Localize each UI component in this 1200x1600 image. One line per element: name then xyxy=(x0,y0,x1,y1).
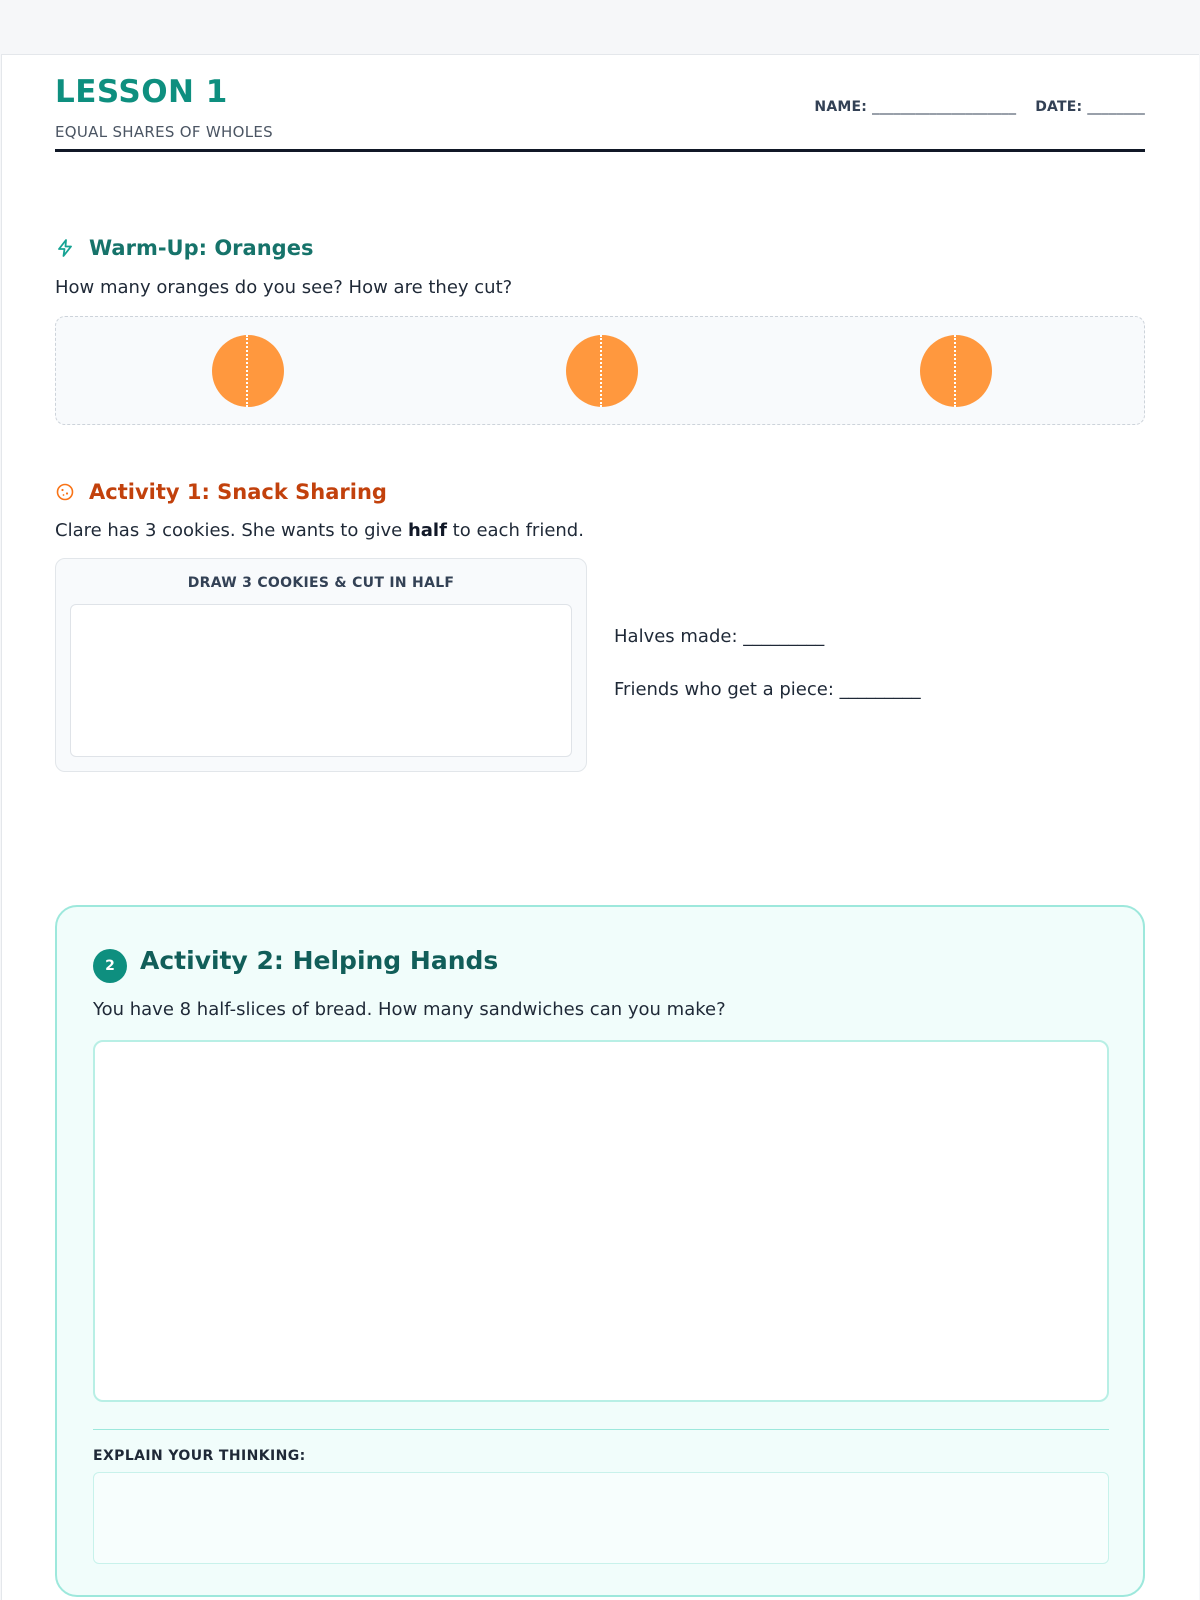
activity2-prompt: You have 8 half-slices of bread. How many sandwiches can you make? xyxy=(93,999,726,1020)
date-label: DATE: xyxy=(1035,99,1083,115)
name-line[interactable]: ____________________ xyxy=(872,99,1017,115)
activity2-title: Activity 2: Helping Hands xyxy=(140,946,499,975)
cookie-icon xyxy=(55,482,75,502)
activity1-prompt-start: Clare has 3 cookies. She wants to give xyxy=(55,520,408,541)
orange-half-cut xyxy=(212,335,284,407)
date-line[interactable]: ________ xyxy=(1087,99,1145,115)
friends-answer[interactable]: Friends who get a piece: _________ xyxy=(614,679,921,700)
activity2-card xyxy=(55,905,1145,1597)
explain-answer-box[interactable] xyxy=(93,1472,1109,1564)
activity-number-badge: 2 xyxy=(93,949,127,983)
name-date-fields xyxy=(814,99,1145,115)
activity1-prompt-bold: half xyxy=(407,520,447,541)
drawing-panel-label: DRAW 3 COOKIES & CUT IN HALF xyxy=(187,575,455,591)
lesson-subtitle: EQUAL SHARES OF WHOLES xyxy=(55,123,273,141)
warmup-title: Warm-Up: Oranges xyxy=(89,236,314,260)
orange-half-cut xyxy=(566,335,638,407)
worksheet-header xyxy=(55,72,1145,152)
activity1-title: Activity 1: Snack Sharing xyxy=(89,480,387,504)
halves-made-answer[interactable]: Halves made: _________ xyxy=(614,626,825,647)
cookie-drawing-area[interactable] xyxy=(70,604,572,757)
oranges-panel xyxy=(55,316,1145,425)
warmup-prompt: How many oranges do you see? How are they cut? xyxy=(55,277,513,298)
cookie-drawing-panel xyxy=(55,558,587,772)
activity1-heading xyxy=(55,480,387,504)
activity1-prompt xyxy=(55,520,584,541)
orange-half-cut xyxy=(920,335,992,407)
lightning-icon xyxy=(55,238,75,258)
divider xyxy=(93,1429,1109,1430)
activity1-prompt-end: to each friend. xyxy=(446,520,584,541)
lesson-title: LESSON 1 xyxy=(55,74,228,110)
explain-label: EXPLAIN YOUR THINKING: xyxy=(93,1448,306,1464)
sandwich-work-area[interactable] xyxy=(93,1040,1109,1402)
name-label: NAME: xyxy=(814,99,868,115)
warmup-heading xyxy=(55,236,313,260)
